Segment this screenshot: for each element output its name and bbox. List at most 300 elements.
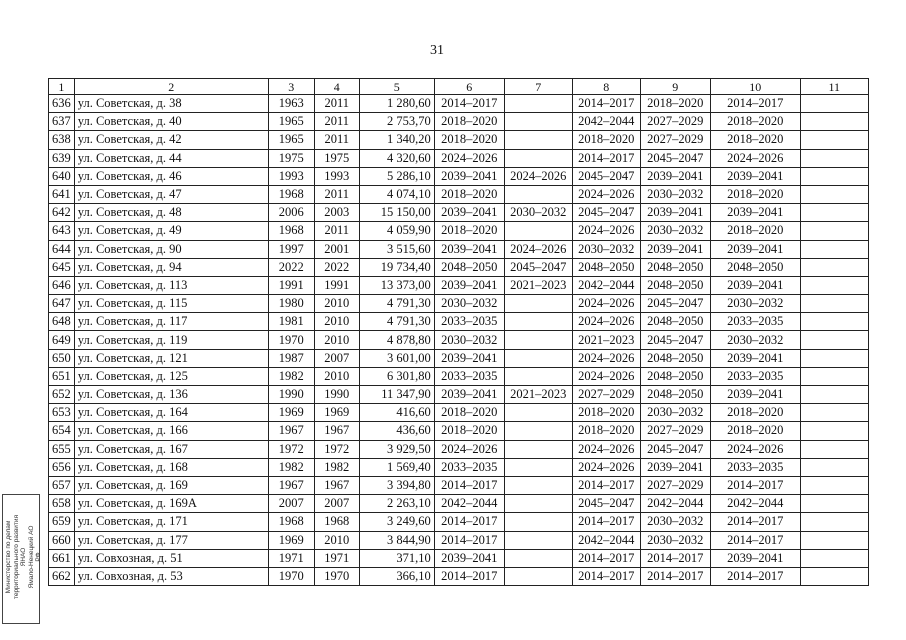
table-row bbox=[49, 222, 869, 240]
table-cell bbox=[504, 458, 572, 476]
table-cell bbox=[800, 113, 868, 131]
table-cell: 2014–2017 bbox=[572, 149, 640, 167]
table-cell: ул. Советская, д. 48 bbox=[74, 204, 268, 222]
table-cell: 2014–2017 bbox=[572, 567, 640, 585]
table-cell: 657 bbox=[49, 476, 75, 494]
table-cell: 2018–2020 bbox=[434, 185, 504, 203]
table-row bbox=[49, 313, 869, 331]
table-cell: 2018–2020 bbox=[710, 131, 800, 149]
table-cell: 2003 bbox=[314, 204, 359, 222]
table-row bbox=[49, 349, 869, 367]
table-cell: ул. Советская, д. 49 bbox=[74, 222, 268, 240]
table-cell: ул. Советская, д. 169А bbox=[74, 495, 268, 513]
table-cell bbox=[800, 367, 868, 385]
table-row bbox=[49, 440, 869, 458]
table-cell: 641 bbox=[49, 185, 75, 203]
table-cell: 2010 bbox=[314, 313, 359, 331]
table-cell: ул. Советская, д. 164 bbox=[74, 404, 268, 422]
table-cell: 2039–2041 bbox=[710, 549, 800, 567]
table-cell: 2030–2032 bbox=[710, 331, 800, 349]
table-cell: 1990 bbox=[268, 386, 314, 404]
table-cell: 1968 bbox=[268, 222, 314, 240]
table-row bbox=[49, 458, 869, 476]
table-cell: 651 bbox=[49, 367, 75, 385]
stamp-line: ЯНАО bbox=[20, 547, 27, 567]
table-cell: 2045–2047 bbox=[504, 258, 572, 276]
header-cell: 7 bbox=[504, 79, 572, 95]
table-cell bbox=[504, 440, 572, 458]
table-cell: 4 074,10 bbox=[359, 185, 434, 203]
table-cell: 2007 bbox=[268, 495, 314, 513]
table-cell: 1968 bbox=[268, 513, 314, 531]
table-cell: 1990 bbox=[314, 386, 359, 404]
table-cell bbox=[800, 185, 868, 203]
table-cell: 2030–2032 bbox=[640, 531, 710, 549]
table-cell: 2033–2035 bbox=[710, 458, 800, 476]
table-cell bbox=[504, 95, 572, 113]
table-cell: 2014–2017 bbox=[434, 567, 504, 585]
table-cell: 2014–2017 bbox=[710, 476, 800, 494]
table-cell: 2014–2017 bbox=[572, 513, 640, 531]
table-cell: 2024–2026 bbox=[504, 167, 572, 185]
table-cell: 2045–2047 bbox=[640, 440, 710, 458]
table-cell: ул. Советская, д. 119 bbox=[74, 331, 268, 349]
table-cell: 659 bbox=[49, 513, 75, 531]
repair-schedule-table bbox=[48, 78, 869, 586]
table-cell: 2010 bbox=[314, 367, 359, 385]
table-row bbox=[49, 240, 869, 258]
table-cell bbox=[504, 404, 572, 422]
table-cell: 1967 bbox=[314, 476, 359, 494]
table-cell bbox=[800, 167, 868, 185]
table-cell: 2039–2041 bbox=[434, 349, 504, 367]
table-cell: 1968 bbox=[314, 513, 359, 531]
table-cell: 3 929,50 bbox=[359, 440, 434, 458]
table-cell: 2039–2041 bbox=[710, 240, 800, 258]
table-cell: 2011 bbox=[314, 222, 359, 240]
table-cell: 3 394,80 bbox=[359, 476, 434, 494]
table-cell: 2014–2017 bbox=[572, 476, 640, 494]
table-cell: 1968 bbox=[268, 185, 314, 203]
table-cell bbox=[800, 295, 868, 313]
table-cell: 2018–2020 bbox=[434, 131, 504, 149]
table-cell: ул. Советская, д. 115 bbox=[74, 295, 268, 313]
table-cell: 3 844,90 bbox=[359, 531, 434, 549]
table-cell bbox=[800, 422, 868, 440]
table-cell: 2024–2026 bbox=[434, 149, 504, 167]
table-cell: 2033–2035 bbox=[434, 313, 504, 331]
table-cell bbox=[800, 276, 868, 294]
table-cell: 2010 bbox=[314, 295, 359, 313]
table-cell: 2024–2026 bbox=[504, 240, 572, 258]
table-cell: 2014–2017 bbox=[640, 567, 710, 585]
table-cell bbox=[800, 331, 868, 349]
table-cell: 2048–2050 bbox=[572, 258, 640, 276]
table-cell: 1970 bbox=[268, 567, 314, 585]
table-cell bbox=[504, 422, 572, 440]
table-cell: 2039–2041 bbox=[640, 204, 710, 222]
table-cell: 6 301,80 bbox=[359, 367, 434, 385]
table-row bbox=[49, 258, 869, 276]
table-cell: ул. Советская, д. 113 bbox=[74, 276, 268, 294]
table-cell: 2018–2020 bbox=[434, 422, 504, 440]
table-row bbox=[49, 295, 869, 313]
table-cell: 2039–2041 bbox=[710, 349, 800, 367]
table-cell: 2030–2032 bbox=[710, 295, 800, 313]
table-cell: 2048–2050 bbox=[640, 367, 710, 385]
header-cell: 6 bbox=[434, 79, 504, 95]
table-row bbox=[49, 149, 869, 167]
table-cell: 2024–2026 bbox=[572, 349, 640, 367]
table-cell: 1991 bbox=[268, 276, 314, 294]
table-cell: 2030–2032 bbox=[640, 222, 710, 240]
table-cell: 1970 bbox=[314, 567, 359, 585]
table-cell: 658 bbox=[49, 495, 75, 513]
table-cell: ул. Советская, д. 169 bbox=[74, 476, 268, 494]
table-cell: 2024–2026 bbox=[572, 440, 640, 458]
table-cell: 1980 bbox=[268, 295, 314, 313]
table-cell: 1981 bbox=[268, 313, 314, 331]
table-cell: 1969 bbox=[268, 404, 314, 422]
table-cell: ул. Советская, д. 44 bbox=[74, 149, 268, 167]
table-cell: 1975 bbox=[268, 149, 314, 167]
table-cell: ул. Советская, д. 168 bbox=[74, 458, 268, 476]
table-cell: 5 286,10 bbox=[359, 167, 434, 185]
table-cell: 2042–2044 bbox=[572, 113, 640, 131]
table-cell: 2024–2026 bbox=[572, 295, 640, 313]
table-cell: 2039–2041 bbox=[434, 549, 504, 567]
table-cell: 642 bbox=[49, 204, 75, 222]
table-cell bbox=[504, 567, 572, 585]
stamp-text bbox=[5, 495, 43, 619]
table-cell: 637 bbox=[49, 113, 75, 131]
table-row bbox=[49, 167, 869, 185]
table-cell: 2048–2050 bbox=[640, 313, 710, 331]
table-cell: 2042–2044 bbox=[572, 276, 640, 294]
table-cell: 4 791,30 bbox=[359, 295, 434, 313]
table-row bbox=[49, 476, 869, 494]
table-cell: 2039–2041 bbox=[710, 276, 800, 294]
table-cell: 2007 bbox=[314, 495, 359, 513]
header-cell: 9 bbox=[640, 79, 710, 95]
table-cell: 2001 bbox=[314, 240, 359, 258]
table-cell: ул. Советская, д. 171 bbox=[74, 513, 268, 531]
table-cell bbox=[800, 495, 868, 513]
table-cell: 2048–2050 bbox=[434, 258, 504, 276]
table-cell: 653 bbox=[49, 404, 75, 422]
table-cell: ул. Советская, д. 177 bbox=[74, 531, 268, 549]
table-cell bbox=[800, 149, 868, 167]
table-cell bbox=[504, 222, 572, 240]
table-cell: 2030–2032 bbox=[434, 295, 504, 313]
table-cell: 1993 bbox=[314, 167, 359, 185]
table-cell: 1969 bbox=[268, 531, 314, 549]
table-cell: 2 753,70 bbox=[359, 113, 434, 131]
table-cell bbox=[800, 313, 868, 331]
table-cell: 1971 bbox=[314, 549, 359, 567]
table-cell: 2018–2020 bbox=[434, 113, 504, 131]
table-cell: 1975 bbox=[314, 149, 359, 167]
table-cell bbox=[800, 567, 868, 585]
table-cell: 639 bbox=[49, 149, 75, 167]
table-cell: 2018–2020 bbox=[572, 131, 640, 149]
table-cell bbox=[800, 476, 868, 494]
table-cell: 2045–2047 bbox=[572, 495, 640, 513]
table-cell: 2030–2032 bbox=[640, 513, 710, 531]
table-cell bbox=[800, 531, 868, 549]
table-cell: 1 569,40 bbox=[359, 458, 434, 476]
table-cell: 1967 bbox=[268, 476, 314, 494]
table-cell: 2027–2029 bbox=[640, 422, 710, 440]
table-cell: 1997 bbox=[268, 240, 314, 258]
table-body bbox=[49, 79, 869, 586]
table-cell: 2039–2041 bbox=[434, 240, 504, 258]
table-cell: 2024–2026 bbox=[572, 185, 640, 203]
header-cell: 11 bbox=[800, 79, 868, 95]
table-cell bbox=[504, 349, 572, 367]
table-cell: 436,60 bbox=[359, 422, 434, 440]
table-cell: 2042–2044 bbox=[434, 495, 504, 513]
table-cell: 2045–2047 bbox=[572, 167, 640, 185]
table-cell: 2033–2035 bbox=[710, 313, 800, 331]
table-cell bbox=[504, 531, 572, 549]
table-cell: 2042–2044 bbox=[640, 495, 710, 513]
table-cell: 2048–2050 bbox=[640, 349, 710, 367]
table-cell bbox=[504, 185, 572, 203]
table-cell: 2030–2032 bbox=[434, 331, 504, 349]
table-cell: ул. Советская, д. 136 bbox=[74, 386, 268, 404]
stamp-line: Министерство по делам bbox=[5, 520, 12, 594]
table-cell: 652 bbox=[49, 386, 75, 404]
table-row bbox=[49, 404, 869, 422]
table-cell: ул. Советская, д. 38 bbox=[74, 95, 268, 113]
table-cell: 660 bbox=[49, 531, 75, 549]
table-row bbox=[49, 204, 869, 222]
table-cell: 2018–2020 bbox=[434, 404, 504, 422]
table-row bbox=[49, 113, 869, 131]
table-cell: 2018–2020 bbox=[710, 404, 800, 422]
table-cell: ул. Совхозная, д. 51 bbox=[74, 549, 268, 567]
table-cell: 2011 bbox=[314, 131, 359, 149]
table-row bbox=[49, 276, 869, 294]
table-cell: 2014–2017 bbox=[572, 95, 640, 113]
table-cell: 2018–2020 bbox=[710, 222, 800, 240]
table-cell: 2030–2032 bbox=[640, 185, 710, 203]
table-cell: ул. Советская, д. 167 bbox=[74, 440, 268, 458]
table-cell bbox=[504, 331, 572, 349]
table-cell: 2027–2029 bbox=[572, 386, 640, 404]
table-cell bbox=[800, 258, 868, 276]
table-cell: 2014–2017 bbox=[572, 549, 640, 567]
table-cell: 1982 bbox=[314, 458, 359, 476]
table-cell: ул. Советская, д. 166 bbox=[74, 422, 268, 440]
table-cell: 2024–2026 bbox=[572, 367, 640, 385]
table-cell bbox=[504, 131, 572, 149]
table-cell: 1993 bbox=[268, 167, 314, 185]
table-cell bbox=[800, 386, 868, 404]
table-cell: 2018–2020 bbox=[710, 113, 800, 131]
table-cell: 662 bbox=[49, 567, 75, 585]
table-cell bbox=[504, 495, 572, 513]
table-cell: 643 bbox=[49, 222, 75, 240]
table-cell: 1972 bbox=[268, 440, 314, 458]
table-cell: 1991 bbox=[314, 276, 359, 294]
table-cell: 371,10 bbox=[359, 549, 434, 567]
table-cell: 2045–2047 bbox=[640, 149, 710, 167]
table-cell bbox=[800, 222, 868, 240]
table-cell: 1965 bbox=[268, 113, 314, 131]
stamp-line: РФ bbox=[35, 552, 42, 562]
table-cell bbox=[800, 131, 868, 149]
table-cell bbox=[504, 113, 572, 131]
table-row bbox=[49, 95, 869, 113]
table-cell: 2045–2047 bbox=[572, 204, 640, 222]
table-cell: 1982 bbox=[268, 367, 314, 385]
table-cell: 2021–2023 bbox=[504, 276, 572, 294]
table-cell: ул. Советская, д. 94 bbox=[74, 258, 268, 276]
table-cell: 2039–2041 bbox=[710, 204, 800, 222]
table-cell: 650 bbox=[49, 349, 75, 367]
table-cell bbox=[504, 513, 572, 531]
table-cell: 2011 bbox=[314, 95, 359, 113]
table-cell: 2014–2017 bbox=[434, 531, 504, 549]
table-cell: 2011 bbox=[314, 185, 359, 203]
table-cell: 644 bbox=[49, 240, 75, 258]
table-cell: 2018–2020 bbox=[434, 222, 504, 240]
table-cell: 2039–2041 bbox=[434, 204, 504, 222]
table-cell: 2039–2041 bbox=[640, 167, 710, 185]
table-cell: 4 878,80 bbox=[359, 331, 434, 349]
table-cell: 2039–2041 bbox=[434, 276, 504, 294]
table-cell: 2018–2020 bbox=[640, 95, 710, 113]
table-cell: 2022 bbox=[268, 258, 314, 276]
table-cell: 2014–2017 bbox=[710, 513, 800, 531]
table-cell: 366,10 bbox=[359, 567, 434, 585]
table-row bbox=[49, 422, 869, 440]
table-cell: 648 bbox=[49, 313, 75, 331]
table-cell: 2024–2026 bbox=[572, 222, 640, 240]
table-cell: 646 bbox=[49, 276, 75, 294]
stamp-line: Ямало-Ненецкий АО bbox=[27, 525, 35, 589]
table-cell: 19 734,40 bbox=[359, 258, 434, 276]
table-cell: 2027–2029 bbox=[640, 113, 710, 131]
table-cell: 2 263,10 bbox=[359, 495, 434, 513]
table-cell bbox=[800, 458, 868, 476]
table-cell bbox=[800, 440, 868, 458]
table-cell: 661 bbox=[49, 549, 75, 567]
table-cell: 2042–2044 bbox=[572, 531, 640, 549]
table-cell: 1 280,60 bbox=[359, 95, 434, 113]
table-cell: 2048–2050 bbox=[710, 258, 800, 276]
table-cell: ул. Советская, д. 125 bbox=[74, 367, 268, 385]
table-cell: 2010 bbox=[314, 331, 359, 349]
header-cell: 5 bbox=[359, 79, 434, 95]
table-row bbox=[49, 331, 869, 349]
table-cell: 2033–2035 bbox=[434, 367, 504, 385]
table-cell: 3 601,00 bbox=[359, 349, 434, 367]
table-cell: 1963 bbox=[268, 95, 314, 113]
table-row bbox=[49, 567, 869, 585]
table-cell: 2030–2032 bbox=[572, 240, 640, 258]
table-cell: 2033–2035 bbox=[710, 367, 800, 385]
table-cell: 1987 bbox=[268, 349, 314, 367]
table-cell: 655 bbox=[49, 440, 75, 458]
table-cell: 2042–2044 bbox=[710, 495, 800, 513]
table-cell: 2014–2017 bbox=[710, 567, 800, 585]
table-cell: 2018–2020 bbox=[572, 404, 640, 422]
table-cell: 2014–2017 bbox=[434, 476, 504, 494]
table-cell: 638 bbox=[49, 131, 75, 149]
table-cell: 2018–2020 bbox=[710, 422, 800, 440]
table-cell: 645 bbox=[49, 258, 75, 276]
table-cell: 2048–2050 bbox=[640, 386, 710, 404]
table-cell: 3 515,60 bbox=[359, 240, 434, 258]
table-cell: 2024–2026 bbox=[710, 440, 800, 458]
table-cell: 4 059,90 bbox=[359, 222, 434, 240]
table-cell: 2048–2050 bbox=[640, 258, 710, 276]
table-row bbox=[49, 386, 869, 404]
table-cell: 13 373,00 bbox=[359, 276, 434, 294]
table-cell: ул. Совхозная, д. 53 bbox=[74, 567, 268, 585]
table-cell bbox=[800, 204, 868, 222]
table-cell: 2024–2026 bbox=[572, 458, 640, 476]
table-cell: 1971 bbox=[268, 549, 314, 567]
table-cell: ул. Советская, д. 47 bbox=[74, 185, 268, 203]
header-cell: 3 bbox=[268, 79, 314, 95]
table-cell: 2022 bbox=[314, 258, 359, 276]
table-cell: 640 bbox=[49, 167, 75, 185]
table-cell bbox=[800, 240, 868, 258]
table-cell: 1967 bbox=[268, 422, 314, 440]
table-cell: 2039–2041 bbox=[710, 386, 800, 404]
table-row bbox=[49, 495, 869, 513]
table-cell: ул. Советская, д. 42 bbox=[74, 131, 268, 149]
table-cell: 654 bbox=[49, 422, 75, 440]
table-cell: 647 bbox=[49, 295, 75, 313]
table-cell: 2014–2017 bbox=[710, 531, 800, 549]
table-cell: 1972 bbox=[314, 440, 359, 458]
table-cell: 2045–2047 bbox=[640, 331, 710, 349]
table-cell: 2024–2026 bbox=[434, 440, 504, 458]
table-cell: 2045–2047 bbox=[640, 295, 710, 313]
table-cell: ул. Советская, д. 46 bbox=[74, 167, 268, 185]
table-row bbox=[49, 513, 869, 531]
table-cell: 656 bbox=[49, 458, 75, 476]
table-cell: 649 bbox=[49, 331, 75, 349]
table-cell: 2039–2041 bbox=[710, 167, 800, 185]
table-cell: 4 320,60 bbox=[359, 149, 434, 167]
table-cell: 2010 bbox=[314, 531, 359, 549]
table-cell: 11 347,90 bbox=[359, 386, 434, 404]
table-cell bbox=[504, 476, 572, 494]
table-cell bbox=[800, 349, 868, 367]
table-cell: 15 150,00 bbox=[359, 204, 434, 222]
header-cell: 8 bbox=[572, 79, 640, 95]
table-cell bbox=[800, 549, 868, 567]
table-cell: 2014–2017 bbox=[434, 95, 504, 113]
table-row bbox=[49, 185, 869, 203]
header-row bbox=[49, 79, 869, 95]
table-cell: 2014–2017 bbox=[710, 95, 800, 113]
table-cell: 1982 bbox=[268, 458, 314, 476]
table-cell: 2027–2029 bbox=[640, 131, 710, 149]
table-cell: 2027–2029 bbox=[640, 476, 710, 494]
table-cell: ул. Советская, д. 121 bbox=[74, 349, 268, 367]
table-row bbox=[49, 531, 869, 549]
table-cell: 2014–2017 bbox=[640, 549, 710, 567]
table-cell: 1 340,20 bbox=[359, 131, 434, 149]
page-number: 31 bbox=[430, 43, 444, 58]
